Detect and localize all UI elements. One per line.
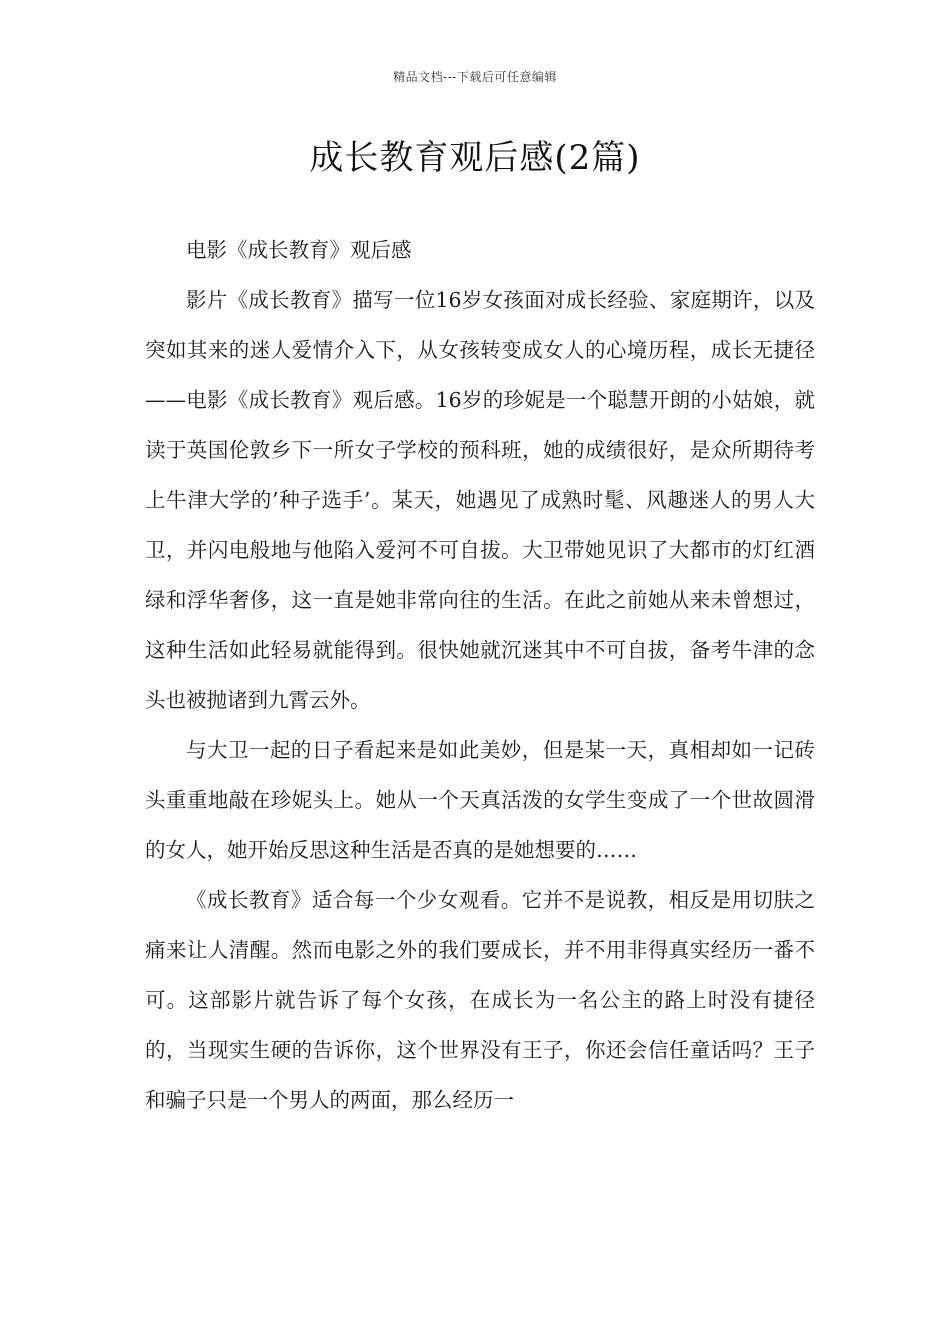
paragraph: 与大卫一起的日子看起来是如此美妙，但是某一天，真相却如一记砖头重重地敲在珍妮头上。她从一个天真活泼的女学生变成了一个世故圆滑的女人，她开始反思这种生活是否真的是她想要的……: [145, 738, 815, 862]
paragraph-subtitle: 电影《成长教育》观后感: [186, 238, 412, 262]
paragraph: 影片《成长教育》描写一位16岁女孩面对成长经验、家庭期许，以及突如其来的迷人爱情介入下，从女孩转变成女人的心境历程，成长无捷径——电影《成长教育》观后感。16岁的珍妮是一个聪慧开朗的小姑娘，就读于英国伦敦乡下一所女子学校的预科班，她的成绩很好，是众所期待考上牛津大学的’种子选手’。某天，她遇见了成熟时髦、风趣迷人的男人大卫，并闪电般地与他陷入爱河不可自拔。大卫带她见识了大都市的灯红酒绿和浮华奢侈，这一直是她非常向往的生活。在此之前她从来未曾想过，这种生活如此轻易就能得到。很快她就沉迷其中不可自拔，备考牛津的念头也被抛诸到九霄云外。: [145, 288, 815, 712]
header-note: 精品文档---下载后可任意编辑: [393, 70, 557, 84]
paragraph: 《成长教育》适合每一个少女观看。它并不是说教，相反是用切肤之痛来让人清醒。然而电影之外的我们要成长，并不用非得真实经历一番不可。这部影片就告诉了每个女孩，在成长为一名公主的路上时没有捷径的，当现实生硬的告诉你，这个世界没有王子，你还会信任童话吗？王子和骗子只是一个男人的两面，那么经历一: [145, 888, 815, 1112]
document-title: 成长教育观后感(2篇): [309, 138, 641, 178]
document-body: [145, 225, 815, 1125]
